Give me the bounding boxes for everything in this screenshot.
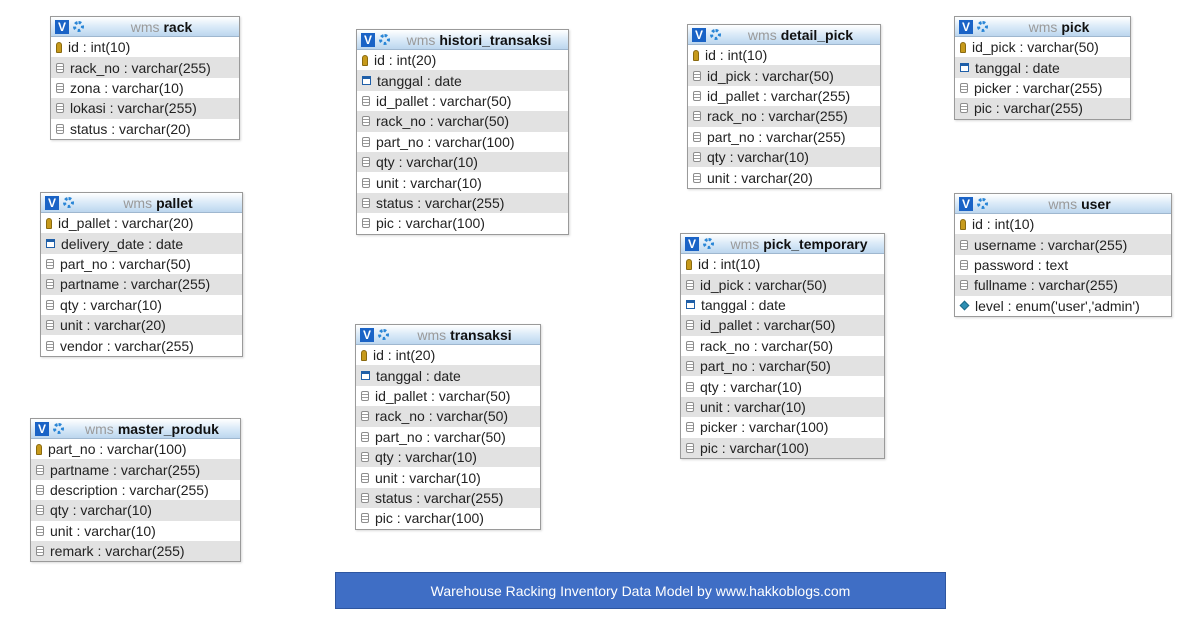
column-icon: [686, 280, 694, 290]
date-icon: [960, 63, 969, 72]
column-text: id_pick : varchar(50): [972, 39, 1099, 56]
column-row: [357, 213, 568, 233]
column-row: [357, 91, 568, 111]
column-row: [688, 86, 880, 106]
column-text: zona : varchar(10): [70, 79, 184, 96]
table-title: [992, 196, 1167, 212]
toggle-view-icon[interactable]: V: [959, 197, 973, 211]
table-name: pallet: [156, 194, 193, 211]
column-row: [357, 50, 568, 70]
table-header[interactable]: [356, 325, 540, 345]
column-icon: [362, 218, 370, 228]
toggle-view-icon[interactable]: V: [360, 328, 374, 342]
column-text: level : enum('user','admin'): [975, 297, 1140, 314]
column-icon: [361, 513, 369, 523]
column-text: status : varchar(255): [376, 194, 505, 211]
column-row: [31, 439, 240, 459]
table-database: wms: [1028, 18, 1058, 35]
table-master-produk[interactable]: [30, 418, 241, 562]
column-row: [31, 459, 240, 479]
column-row: [688, 106, 880, 126]
toggle-view-icon[interactable]: V: [45, 196, 59, 210]
column-icon: [361, 411, 369, 421]
key-icon: [960, 42, 966, 53]
column-text: id_pallet : varchar(50): [376, 92, 512, 109]
column-row: [356, 508, 540, 528]
column-icon: [362, 198, 370, 208]
column-text: qty : varchar(10): [700, 378, 802, 395]
column-text: unit : varchar(10): [376, 174, 482, 191]
column-text: part_no : varchar(100): [376, 133, 515, 150]
table-database: wms: [406, 31, 436, 48]
column-row: [31, 480, 240, 500]
column-row: [356, 467, 540, 487]
table-name: transaksi: [450, 326, 512, 343]
table-name: pick: [1061, 18, 1090, 35]
gear-icon[interactable]: [703, 238, 714, 249]
column-row: [51, 37, 239, 57]
column-row: [681, 397, 884, 417]
column-text: rack_no : varchar(255): [70, 59, 211, 76]
table-pallet[interactable]: [40, 192, 243, 357]
column-row: [955, 275, 1171, 295]
column-text: part_no : varchar(50): [700, 358, 831, 375]
column-row: [357, 70, 568, 90]
table-title: [78, 195, 238, 211]
column-row: [688, 65, 880, 85]
column-row: [356, 447, 540, 467]
column-text: id_pallet : varchar(50): [375, 387, 511, 404]
column-icon: [36, 505, 44, 515]
table-header[interactable]: [51, 17, 239, 37]
column-row: [681, 295, 884, 315]
column-text: id : int(20): [374, 52, 437, 69]
column-row: [681, 438, 884, 458]
column-text: description : varchar(255): [50, 481, 209, 498]
column-icon: [56, 83, 64, 93]
toggle-view-icon[interactable]: V: [361, 33, 375, 47]
column-row: [356, 488, 540, 508]
toggle-view-icon[interactable]: V: [55, 20, 69, 34]
column-icon: [362, 178, 370, 188]
enum-icon: [960, 301, 970, 311]
column-row: [357, 193, 568, 213]
column-icon: [686, 361, 694, 371]
column-row: [681, 315, 884, 335]
toggle-view-icon[interactable]: V: [959, 20, 973, 34]
column-icon: [960, 260, 968, 270]
column-text: qty : varchar(10): [376, 154, 478, 171]
key-icon: [693, 50, 699, 61]
table-database: wms: [85, 420, 114, 437]
toggle-view-icon[interactable]: V: [35, 422, 49, 436]
column-row: [681, 376, 884, 396]
column-icon: [46, 320, 54, 330]
table-header[interactable]: [31, 419, 240, 439]
column-icon: [361, 452, 369, 462]
table-database: wms: [747, 26, 777, 43]
column-text: unit : varchar(10): [50, 522, 156, 539]
column-row: [357, 132, 568, 152]
column-text: pic : varchar(100): [376, 215, 485, 232]
table-title: [393, 327, 536, 343]
column-row: [41, 295, 242, 315]
table-database: wms: [130, 18, 160, 35]
column-text: status : varchar(20): [70, 120, 191, 137]
column-icon: [686, 320, 694, 330]
table-header[interactable]: [41, 193, 242, 213]
column-text: tanggal : date: [377, 72, 462, 89]
column-icon: [36, 526, 44, 536]
column-icon: [960, 240, 968, 250]
column-icon: [361, 473, 369, 483]
column-row: [51, 57, 239, 77]
column-text: qty : varchar(10): [50, 502, 152, 519]
column-icon: [362, 116, 370, 126]
table-user[interactable]: [954, 193, 1172, 317]
gear-icon[interactable]: [710, 29, 721, 40]
column-text: picker : varchar(100): [700, 419, 829, 436]
column-row: [688, 147, 880, 167]
column-icon: [36, 465, 44, 475]
column-text: id : int(10): [698, 256, 761, 273]
column-text: fullname : varchar(255): [974, 277, 1118, 294]
date-icon: [46, 239, 55, 248]
gear-icon[interactable]: [378, 329, 389, 340]
gear-icon[interactable]: [379, 34, 390, 45]
column-row: [31, 541, 240, 561]
table-header[interactable]: [688, 25, 880, 45]
column-text: remark : varchar(255): [50, 543, 185, 560]
column-text: rack_no : varchar(50): [700, 337, 834, 354]
column-text: rack_no : varchar(255): [707, 108, 848, 125]
column-row: [681, 336, 884, 356]
column-icon: [693, 111, 701, 121]
column-icon: [36, 546, 44, 556]
column-row: [41, 213, 242, 233]
table-header[interactable]: [955, 17, 1130, 37]
key-icon: [960, 219, 966, 230]
column-text: tanggal : date: [376, 367, 461, 384]
column-row: [41, 315, 242, 335]
column-icon: [960, 83, 968, 93]
column-row: [688, 127, 880, 147]
column-icon: [693, 132, 701, 142]
column-text: part_no : varchar(50): [60, 255, 191, 272]
column-text: part_no : varchar(255): [707, 128, 846, 145]
column-icon: [960, 280, 968, 290]
column-row: [681, 274, 884, 294]
column-text: picker : varchar(255): [974, 79, 1103, 96]
table-header[interactable]: [681, 234, 884, 254]
column-icon: [361, 493, 369, 503]
column-text: part_no : varchar(50): [375, 428, 506, 445]
column-row: [51, 98, 239, 118]
column-icon: [362, 157, 370, 167]
table-name: rack: [163, 18, 193, 35]
column-text: unit : varchar(20): [60, 317, 166, 334]
key-icon: [361, 350, 367, 361]
column-row: [356, 427, 540, 447]
table-database: wms: [417, 326, 447, 343]
key-icon: [362, 55, 368, 66]
table-name: histori_transaksi: [439, 31, 552, 48]
column-text: id : int(20): [373, 347, 436, 364]
column-text: id_pallet : varchar(255): [707, 87, 851, 104]
column-row: [356, 365, 540, 385]
column-row: [357, 111, 568, 131]
column-row: [31, 521, 240, 541]
column-icon: [693, 91, 701, 101]
column-row: [51, 78, 239, 98]
column-text: id_pick : varchar(50): [707, 67, 834, 84]
column-icon: [686, 402, 694, 412]
column-text: id : int(10): [68, 39, 131, 56]
date-icon: [362, 76, 371, 85]
column-icon: [960, 103, 968, 113]
table-header[interactable]: [955, 194, 1171, 214]
column-text: status : varchar(255): [375, 489, 504, 506]
table-title: [68, 421, 236, 437]
column-row: [31, 500, 240, 520]
key-icon: [686, 259, 692, 270]
column-row: [357, 172, 568, 192]
column-icon: [46, 259, 54, 269]
column-text: id_pallet : varchar(50): [700, 317, 836, 334]
column-text: rack_no : varchar(50): [376, 113, 510, 130]
gear-icon[interactable]: [977, 21, 988, 32]
column-icon: [36, 485, 44, 495]
gear-icon[interactable]: [977, 198, 988, 209]
table-name: user: [1081, 195, 1111, 212]
column-text: delivery_date : date: [61, 235, 184, 252]
column-row: [356, 386, 540, 406]
column-row: [356, 345, 540, 365]
toggle-view-icon[interactable]: V: [685, 237, 699, 251]
column-icon: [56, 124, 64, 134]
column-text: unit : varchar(20): [707, 169, 813, 186]
column-text: partname : varchar(255): [50, 461, 201, 478]
column-row: [955, 98, 1130, 118]
column-row: [681, 356, 884, 376]
column-row: [955, 214, 1171, 234]
column-text: id : int(10): [972, 216, 1035, 233]
column-icon: [46, 341, 54, 351]
table-name: pick_temporary: [763, 235, 868, 252]
table-title: [725, 27, 876, 43]
gear-icon[interactable]: [73, 21, 84, 32]
column-icon: [362, 96, 370, 106]
column-row: [955, 37, 1130, 57]
column-icon: [693, 152, 701, 162]
column-row: [41, 274, 242, 294]
column-icon: [693, 71, 701, 81]
gear-icon[interactable]: [53, 423, 64, 434]
column-text: pic : varchar(100): [375, 510, 484, 527]
column-text: password : text: [974, 256, 1069, 273]
column-row: [955, 78, 1130, 98]
key-icon: [56, 42, 62, 53]
column-icon: [686, 382, 694, 392]
table-title: [992, 19, 1126, 35]
column-icon: [361, 432, 369, 442]
table-name: master_produk: [117, 420, 219, 437]
column-text: tanggal : date: [975, 59, 1060, 76]
column-row: [688, 45, 880, 65]
caption-text: Warehouse Racking Inventory Data Model by www.hakkoblogs.com: [430, 582, 851, 599]
column-row: [41, 254, 242, 274]
column-text: id_pick : varchar(50): [700, 276, 827, 293]
column-text: id : int(10): [705, 47, 768, 64]
column-text: partname : varchar(255): [60, 276, 211, 293]
table-database: wms: [1048, 195, 1078, 212]
table-database: wms: [123, 194, 153, 211]
table-pick[interactable]: [954, 16, 1131, 120]
column-icon: [361, 391, 369, 401]
table-histori-transaksi[interactable]: [356, 29, 569, 235]
column-icon: [693, 173, 701, 183]
key-icon: [46, 218, 52, 229]
column-text: pic : varchar(255): [974, 100, 1083, 117]
column-text: tanggal : date: [701, 296, 786, 313]
gear-icon[interactable]: [63, 197, 74, 208]
column-row: [41, 335, 242, 355]
column-text: part_no : varchar(100): [48, 441, 187, 458]
column-icon: [686, 422, 694, 432]
column-icon: [46, 300, 54, 310]
key-icon: [36, 444, 42, 455]
column-icon: [56, 103, 64, 113]
table-header[interactable]: [357, 30, 568, 50]
column-icon: [46, 279, 54, 289]
table-transaksi[interactable]: [355, 324, 541, 530]
table-title: [718, 236, 880, 252]
table-title: [394, 32, 564, 48]
table-name: detail_pick: [780, 26, 854, 43]
column-row: [955, 296, 1171, 316]
column-text: qty : varchar(10): [375, 449, 477, 466]
column-icon: [686, 443, 694, 453]
column-text: qty : varchar(10): [707, 149, 809, 166]
column-icon: [362, 137, 370, 147]
column-icon: [686, 341, 694, 351]
column-text: unit : varchar(10): [375, 469, 481, 486]
column-text: unit : varchar(10): [700, 398, 806, 415]
caption-banner: [335, 572, 946, 609]
toggle-view-icon[interactable]: V: [692, 28, 706, 42]
table-database: wms: [730, 235, 760, 252]
column-text: vendor : varchar(255): [60, 337, 194, 354]
column-text: pic : varchar(100): [700, 439, 809, 456]
date-icon: [361, 371, 370, 380]
column-row: [356, 406, 540, 426]
column-row: [688, 167, 880, 187]
table-detail-pick[interactable]: [687, 24, 881, 189]
column-row: [357, 152, 568, 172]
column-row: [41, 233, 242, 253]
column-row: [51, 119, 239, 139]
column-row: [681, 417, 884, 437]
column-icon: [56, 63, 64, 73]
column-row: [955, 234, 1171, 254]
column-row: [681, 254, 884, 274]
date-icon: [686, 300, 695, 309]
column-text: qty : varchar(10): [60, 296, 162, 313]
column-text: rack_no : varchar(50): [375, 408, 509, 425]
column-row: [955, 255, 1171, 275]
column-text: id_pallet : varchar(20): [58, 215, 194, 232]
column-text: lokasi : varchar(255): [70, 100, 197, 117]
table-pick-temporary[interactable]: [680, 233, 885, 459]
table-rack[interactable]: [50, 16, 240, 140]
table-title: [88, 19, 235, 35]
column-row: [955, 57, 1130, 77]
column-text: username : varchar(255): [974, 236, 1128, 253]
